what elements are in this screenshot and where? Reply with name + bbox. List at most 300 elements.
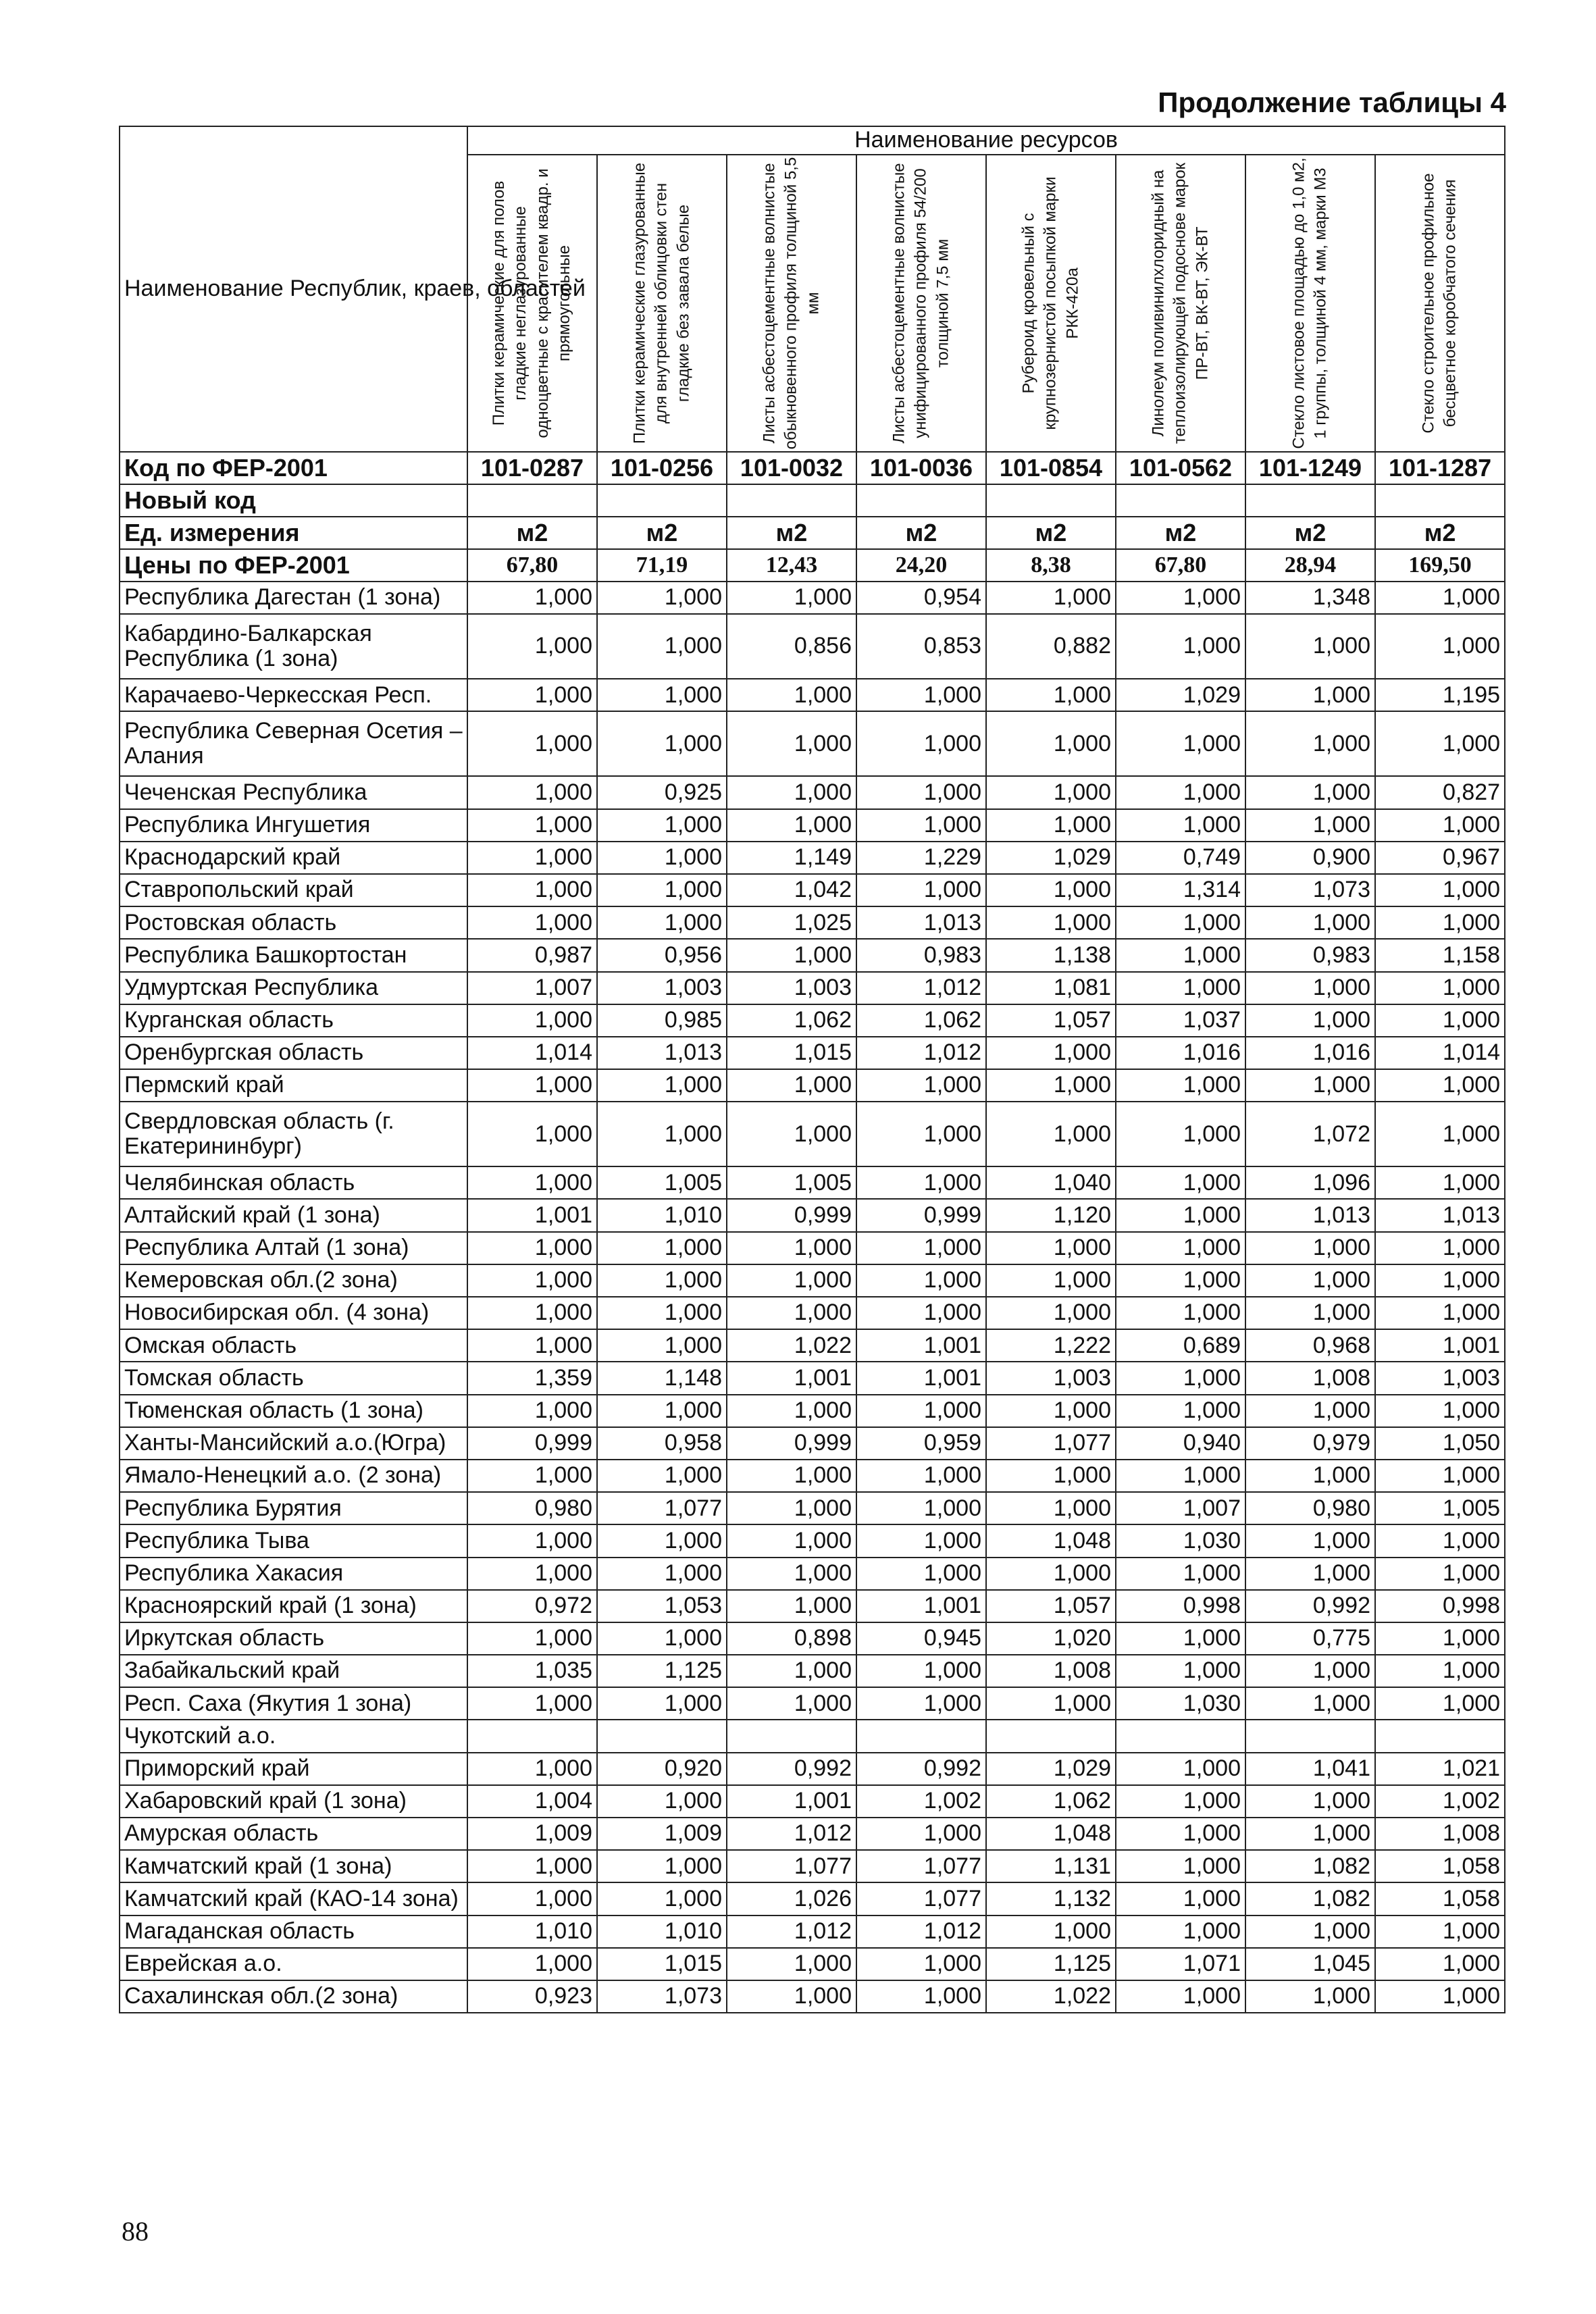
coefficient-cell: 0,689 [1116, 1329, 1245, 1362]
coefficient-cell: 1,014 [1375, 1037, 1505, 1069]
coefficient-cell: 1,000 [1116, 1980, 1245, 2013]
coefficient-cell: 1,000 [986, 1264, 1116, 1297]
coefficient-cell: 1,000 [597, 1882, 727, 1915]
coefficient-cell: 1,000 [467, 1004, 597, 1037]
coefficient-cell: 1,003 [597, 972, 727, 1004]
resource-name-cell [856, 155, 986, 452]
region-row [120, 1916, 1505, 1948]
coefficient-cell: 1,000 [1245, 906, 1375, 939]
region-name: Магаданская область [120, 1916, 467, 1948]
coefficient-cell: 1,001 [467, 1199, 597, 1231]
coefficient-cell [1116, 1720, 1245, 1752]
coefficient-cell: 1,013 [856, 906, 986, 939]
coefficient-cell: 1,000 [1116, 1264, 1245, 1297]
coefficient-cell: 1,000 [856, 1069, 986, 1102]
coefficient-cell: 1,000 [1375, 809, 1505, 842]
price-row [120, 549, 1505, 582]
coefficient-cell: 1,082 [1245, 1850, 1375, 1882]
coefficient-cell: 0,954 [856, 582, 986, 614]
coefficient-cell: 1,000 [1116, 582, 1245, 614]
coefficient-cell: 0,882 [986, 614, 1116, 679]
coefficient-cell: 1,005 [597, 1166, 727, 1199]
coefficient-cell: 0,983 [856, 939, 986, 971]
region-row [120, 1427, 1505, 1460]
resource-name: Линолеум поливинилхлоридный на теплоизолирующей подоснове марок ПР-ВТ, ВК-ВТ, ЭК-ВТ [1149, 162, 1212, 444]
coefficient-cell: 1,000 [1375, 1395, 1505, 1427]
region-name: Амурская область [120, 1818, 467, 1850]
coefficient-cell: 1,010 [467, 1916, 597, 1948]
coefficient-cell: 1,000 [597, 679, 727, 711]
coefficient-cell: 1,000 [1245, 1232, 1375, 1264]
coefficient-cell: 1,081 [986, 972, 1116, 1004]
coefficient-cell: 1,077 [597, 1492, 727, 1524]
region-name: Чукотский а.о. [120, 1720, 467, 1752]
coefficient-cell: 1,000 [856, 1948, 986, 1980]
region-name: Республика Северная Осетия – Алания [120, 711, 467, 776]
region-name: Тюменская область (1 зона) [120, 1395, 467, 1427]
coefficient-cell: 1,000 [1375, 1916, 1505, 1948]
coefficient-cell: 1,000 [467, 1687, 597, 1720]
coefficient-cell: 1,008 [986, 1655, 1116, 1687]
coefficient-cell: 1,071 [1116, 1948, 1245, 1980]
meta-value [856, 484, 986, 517]
coefficient-cell: 1,000 [727, 1102, 856, 1166]
coefficient-cell: 1,000 [1116, 1460, 1245, 1492]
coefficient-cell: 1,096 [1245, 1166, 1375, 1199]
coefficient-cell: 1,040 [986, 1166, 1116, 1199]
coefficient-cell: 1,000 [1245, 1264, 1375, 1297]
coefficient-cell: 1,001 [727, 1362, 856, 1394]
coefficient-cell: 1,020 [986, 1622, 1116, 1655]
coefficient-cell: 1,000 [597, 1102, 727, 1166]
coefficient-cell: 1,000 [986, 776, 1116, 808]
coefficient-cell: 1,010 [597, 1199, 727, 1231]
coefficient-cell: 1,000 [1116, 1395, 1245, 1427]
coefficient-cell: 1,000 [1375, 1655, 1505, 1687]
coefficient-cell: 1,000 [1245, 1069, 1375, 1102]
coefficient-cell: 1,050 [1375, 1427, 1505, 1460]
coefficient-cell: 1,000 [467, 614, 597, 679]
coefficient-cell: 1,000 [1116, 1622, 1245, 1655]
region-name: Кемеровская обл.(2 зона) [120, 1264, 467, 1297]
region-name: Краснодарский край [120, 842, 467, 874]
new-code-row [120, 484, 1505, 517]
coefficient-cell: 1,000 [856, 1460, 986, 1492]
region-name: Карачаево-Черкесская Респ. [120, 679, 467, 711]
region-row [120, 614, 1505, 679]
coefficient-cell: 1,000 [986, 1460, 1116, 1492]
coefficient-cell: 1,000 [597, 711, 727, 776]
region-row [120, 1622, 1505, 1655]
meta-value: 101-0562 [1116, 452, 1245, 484]
coefficient-cell: 1,000 [727, 776, 856, 808]
coefficient-cell: 1,000 [597, 582, 727, 614]
resource-name: Плитки керамические для полов гладкие неглазурованные одноцветные с красителем квадр. и прямоугольные [490, 168, 574, 438]
coefficient-cell: 1,000 [597, 1460, 727, 1492]
region-name: Республика Дагестан (1 зона) [120, 582, 467, 614]
coefficient-cell: 1,000 [856, 809, 986, 842]
coefficient-cell: 1,003 [727, 972, 856, 1004]
region-row [120, 842, 1505, 874]
coefficient-cell: 1,000 [856, 1166, 986, 1199]
meta-value: м2 [1116, 517, 1245, 549]
coefficient-cell: 1,000 [856, 1655, 986, 1687]
coefficient-cell: 1,000 [1245, 1687, 1375, 1720]
coefficient-cell: 1,314 [1116, 874, 1245, 906]
coefficient-cell: 1,000 [1245, 1916, 1375, 1948]
region-row [120, 1818, 1505, 1850]
region-row [120, 1069, 1505, 1102]
region-row [120, 1590, 1505, 1622]
coefficient-cell: 1,000 [597, 1264, 727, 1297]
coefficient-cell: 1,000 [1375, 874, 1505, 906]
coefficient-cell: 1,000 [1116, 614, 1245, 679]
coefficient-cell: 1,000 [727, 1558, 856, 1590]
coefficient-cell: 1,000 [1375, 711, 1505, 776]
table-caption: Продолжение таблицы 4 [1158, 86, 1506, 118]
coefficient-cell: 0,999 [727, 1199, 856, 1231]
region-row [120, 776, 1505, 808]
coefficient-cell: 1,000 [467, 1850, 597, 1882]
coefficient-cell: 0,983 [1245, 939, 1375, 971]
meta-value: 8,38 [986, 549, 1116, 582]
row-label: Код по ФЕР-2001 [120, 452, 467, 484]
row-label: Ед. измерения [120, 517, 467, 549]
region-name: Республика Алтай (1 зона) [120, 1232, 467, 1264]
resource-name-cell [1245, 155, 1375, 452]
coefficient-cell: 1,000 [597, 1687, 727, 1720]
region-name: Пермский край [120, 1069, 467, 1102]
region-row [120, 939, 1505, 971]
coefficient-cell: 1,148 [597, 1362, 727, 1394]
coefficient-cell [1375, 1720, 1505, 1752]
fer-code-row [120, 452, 1505, 484]
coefficient-cell: 1,000 [467, 679, 597, 711]
coefficient-cell: 1,000 [1116, 1916, 1245, 1948]
coefficient-cell: 1,000 [597, 906, 727, 939]
region-row [120, 972, 1505, 1004]
region-name: Омская область [120, 1329, 467, 1362]
coefficient-cell: 1,000 [1116, 1558, 1245, 1590]
coefficient-cell: 1,001 [856, 1329, 986, 1362]
meta-value: м2 [597, 517, 727, 549]
coefficient-cell: 1,132 [986, 1882, 1116, 1915]
region-name: Новосибирская обл. (4 зона) [120, 1297, 467, 1329]
coefficient-cell: 1,120 [986, 1199, 1116, 1231]
coefficient-cell: 1,009 [467, 1818, 597, 1850]
coefficient-cell: 1,000 [467, 1753, 597, 1785]
meta-value [1245, 484, 1375, 517]
coefficient-cell: 1,000 [856, 1102, 986, 1166]
coefficient-cell: 1,077 [856, 1850, 986, 1882]
coefficient-cell: 1,012 [856, 972, 986, 1004]
coefficient-cell: 1,000 [1245, 1395, 1375, 1427]
region-name: Челябинская область [120, 1166, 467, 1199]
coefficient-cell [986, 1720, 1116, 1752]
coefficient-cell: 1,000 [856, 1264, 986, 1297]
coefficient-cell: 1,000 [1375, 1622, 1505, 1655]
coefficient-cell: 1,000 [1116, 1069, 1245, 1102]
coefficient-cell: 1,000 [1375, 1166, 1505, 1199]
coefficient-cell: 1,000 [1375, 1069, 1505, 1102]
coefficient-cell: 1,041 [1245, 1753, 1375, 1785]
resource-name-cell [727, 155, 856, 452]
meta-value: 67,80 [1116, 549, 1245, 582]
coefficient-cell: 0,992 [727, 1753, 856, 1785]
coefficient-cell: 0,749 [1116, 842, 1245, 874]
resource-name: Стекло строительное профильное бесцветное коробчатого сечения [1419, 173, 1460, 434]
meta-value: м2 [856, 517, 986, 549]
coefficient-cell: 1,000 [1375, 972, 1505, 1004]
meta-value: 101-0256 [597, 452, 727, 484]
coefficient-cell: 1,013 [597, 1037, 727, 1069]
coefficient-cell: 1,000 [727, 1297, 856, 1329]
coefficient-cell: 0,998 [1375, 1590, 1505, 1622]
region-row [120, 1297, 1505, 1329]
region-row [120, 874, 1505, 906]
meta-value [1116, 484, 1245, 517]
coefficient-cell: 1,029 [986, 1753, 1116, 1785]
coefficient-cell: 1,013 [1375, 1199, 1505, 1231]
coefficient-cell: 1,000 [467, 1460, 597, 1492]
region-name: Оренбургская область [120, 1037, 467, 1069]
coefficient-cell: 1,012 [856, 1037, 986, 1069]
coefficient-cell: 1,000 [467, 1395, 597, 1427]
coefficient-cell: 1,000 [1116, 1297, 1245, 1329]
coefficient-cell: 1,000 [1375, 582, 1505, 614]
coefficient-cell: 1,000 [467, 1622, 597, 1655]
coefficient-cell: 1,000 [597, 1785, 727, 1818]
coefficient-cell: 1,000 [1245, 711, 1375, 776]
coefficient-cell: 1,000 [727, 1980, 856, 2013]
coefficient-cell: 1,000 [727, 1687, 856, 1720]
region-row [120, 1558, 1505, 1590]
region-name: Республика Башкортостан [120, 939, 467, 971]
coefficient-cell: 1,000 [467, 1558, 597, 1590]
coefficient-cell: 0,925 [597, 776, 727, 808]
coefficient-cell: 1,131 [986, 1850, 1116, 1882]
coefficient-cell: 1,012 [727, 1818, 856, 1850]
coefficient-cell: 1,000 [727, 1524, 856, 1557]
page-number: 88 [122, 2216, 149, 2246]
coefficient-cell: 1,008 [1245, 1362, 1375, 1394]
region-row [120, 1785, 1505, 1818]
region-name: Сахалинская обл.(2 зона) [120, 1980, 467, 2013]
region-name: Ростовская область [120, 906, 467, 939]
coefficient-cell: 1,029 [986, 842, 1116, 874]
coefficient-cell: 0,999 [727, 1427, 856, 1460]
coefficient-cell: 1,000 [1116, 1785, 1245, 1818]
coefficient-cell: 0,898 [727, 1622, 856, 1655]
region-name: Курганская область [120, 1004, 467, 1037]
coefficient-cell: 1,000 [467, 874, 597, 906]
region-row [120, 1460, 1505, 1492]
coefficient-cell: 1,000 [727, 1069, 856, 1102]
region-row [120, 1524, 1505, 1557]
coefficient-cell: 1,000 [986, 1069, 1116, 1102]
coefficient-cell: 1,195 [1375, 679, 1505, 711]
meta-value: 24,20 [856, 549, 986, 582]
coefficient-cell: 1,000 [986, 1558, 1116, 1590]
region-row [120, 906, 1505, 939]
coefficient-cell: 1,077 [727, 1850, 856, 1882]
resource-name: Плитки керамические глазурованные для внутренней облицовки стен гладкие без завала белые [630, 162, 693, 444]
coefficient-cell: 1,000 [986, 679, 1116, 711]
coefficient-cell: 1,000 [986, 1687, 1116, 1720]
coefficient-cell: 1,057 [986, 1004, 1116, 1037]
meta-value: м2 [1375, 517, 1505, 549]
coefficient-cell: 1,000 [856, 1558, 986, 1590]
coefficient-cell: 1,000 [1245, 1785, 1375, 1818]
region-column-header: Наименование Республик, краев, областей [120, 126, 467, 452]
coefficient-cell: 1,000 [1116, 711, 1245, 776]
coefficient-cell: 0,999 [856, 1199, 986, 1231]
region-name: Забайкальский край [120, 1655, 467, 1687]
region-row [120, 1655, 1505, 1687]
coefficient-cell: 1,000 [986, 1916, 1116, 1948]
region-name: Свердловская область (г. Екатерининбург) [120, 1102, 467, 1166]
meta-value: м2 [1245, 517, 1375, 549]
meta-value: 169,50 [1375, 549, 1505, 582]
coefficient-cell: 1,000 [467, 1882, 597, 1915]
coefficient-cell: 1,000 [1375, 1297, 1505, 1329]
coefficient-cell: 1,000 [1375, 614, 1505, 679]
coefficient-cell: 1,002 [856, 1785, 986, 1818]
resource-name: Листы асбестоцементные волнистые обыкновенного профиля толщиной 5,5 мм [760, 157, 823, 450]
region-row [120, 1102, 1505, 1166]
coefficient-cell: 1,042 [727, 874, 856, 906]
coefficient-cell: 1,000 [986, 1297, 1116, 1329]
meta-value [597, 484, 727, 517]
coefficient-cell: 1,000 [1245, 1524, 1375, 1557]
coefficient-cell: 1,000 [1245, 679, 1375, 711]
coefficient-cell: 1,000 [986, 1395, 1116, 1427]
coefficient-cell: 1,037 [1116, 1004, 1245, 1037]
coefficient-cell: 1,125 [986, 1948, 1116, 1980]
coefficient-cell: 1,015 [727, 1037, 856, 1069]
region-name: Ханты-Мансийский а.о.(Югра) [120, 1427, 467, 1460]
coefficient-cell: 1,000 [856, 1492, 986, 1524]
coefficient-cell: 0,999 [467, 1427, 597, 1460]
resource-name-cell [1375, 155, 1505, 452]
region-name: Кабардино-Балкарская Республика (1 зона) [120, 614, 467, 679]
region-row [120, 1395, 1505, 1427]
meta-value: 101-1287 [1375, 452, 1505, 484]
coefficient-cell: 1,000 [597, 842, 727, 874]
coefficient-cell: 1,012 [727, 1916, 856, 1948]
coefficient-cell: 1,149 [727, 842, 856, 874]
coefficient-cell: 0,945 [856, 1622, 986, 1655]
coefficient-cell: 1,125 [597, 1655, 727, 1687]
coefficient-cell: 1,001 [856, 1590, 986, 1622]
coefficient-cell: 1,000 [727, 939, 856, 971]
coefficient-cell: 1,026 [727, 1882, 856, 1915]
coefficient-cell: 1,062 [986, 1785, 1116, 1818]
region-row [120, 1166, 1505, 1199]
coefficient-cell: 0,980 [467, 1492, 597, 1524]
region-name: Удмуртская Республика [120, 972, 467, 1004]
meta-value [986, 484, 1116, 517]
coefficient-cell: 1,000 [467, 1948, 597, 1980]
coefficient-cell: 1,000 [597, 1558, 727, 1590]
coefficient-cell: 1,000 [727, 1492, 856, 1524]
coefficient-cell: 1,000 [597, 1850, 727, 1882]
coefficient-cell: 1,000 [986, 1492, 1116, 1524]
row-label: Новый код [120, 484, 467, 517]
region-name: Республика Хакасия [120, 1558, 467, 1590]
coefficient-cell: 1,000 [727, 1264, 856, 1297]
coefficient-cell: 0,856 [727, 614, 856, 679]
coefficient-cell: 1,000 [856, 679, 986, 711]
coefficient-cell: 1,000 [856, 1524, 986, 1557]
region-name: Ямало-Ненецкий а.о. (2 зона) [120, 1460, 467, 1492]
coefficient-cell: 0,959 [856, 1427, 986, 1460]
meta-value: 101-0854 [986, 452, 1116, 484]
resources-header: Наименование ресурсов [467, 126, 1505, 155]
coefficient-cell: 1,000 [856, 1980, 986, 2013]
coefficient-cell: 1,016 [1116, 1037, 1245, 1069]
coefficient-cell: 1,003 [1375, 1362, 1505, 1394]
coefficient-cell: 0,920 [597, 1753, 727, 1785]
meta-value: 101-0036 [856, 452, 986, 484]
coefficient-cell: 1,000 [597, 1329, 727, 1362]
coefficient-cell: 1,222 [986, 1329, 1116, 1362]
coefficient-cell: 1,000 [856, 1232, 986, 1264]
coefficient-cell: 1,022 [727, 1329, 856, 1362]
coefficient-cell: 1,014 [467, 1037, 597, 1069]
coefficient-cell: 1,029 [1116, 679, 1245, 711]
region-row [120, 1753, 1505, 1785]
coefficient-cell: 1,053 [597, 1590, 727, 1622]
resource-name: Листы асбестоцементные волнистые унифицированного профиля 54/200 толщиной 7,5 мм [890, 163, 952, 444]
coefficient-cell: 1,015 [597, 1948, 727, 1980]
coefficient-cell: 0,853 [856, 614, 986, 679]
coefficient-cell: 1,058 [1375, 1882, 1505, 1915]
row-label: Цены по ФЕР-2001 [120, 549, 467, 582]
coefficient-cell: 1,057 [986, 1590, 1116, 1622]
coefficient-cell: 1,000 [467, 582, 597, 614]
coefficient-cell: 1,022 [986, 1980, 1116, 2013]
coefficient-cell: 1,000 [1245, 1558, 1375, 1590]
coefficient-cell: 1,045 [1245, 1948, 1375, 1980]
coefficient-cell: 1,000 [1116, 1102, 1245, 1166]
coefficient-cell: 1,000 [856, 874, 986, 906]
meta-value: 71,19 [597, 549, 727, 582]
coefficient-cell: 1,062 [727, 1004, 856, 1037]
region-row [120, 1882, 1505, 1915]
coefficient-cell: 1,000 [727, 1590, 856, 1622]
meta-value: 28,94 [1245, 549, 1375, 582]
coefficient-cell: 1,000 [467, 1102, 597, 1166]
coefficient-cell: 1,000 [727, 1655, 856, 1687]
region-name: Приморский край [120, 1753, 467, 1785]
coefficient-cell: 1,000 [597, 614, 727, 679]
coefficient-cell: 1,000 [1116, 776, 1245, 808]
coefficient-cell: 1,000 [727, 1460, 856, 1492]
region-row [120, 1232, 1505, 1264]
coefficient-cell: 1,001 [1375, 1329, 1505, 1362]
coefficient-cell: 0,940 [1116, 1427, 1245, 1460]
coefficient-cell: 1,000 [727, 1395, 856, 1427]
region-name: Красноярский край (1 зона) [120, 1590, 467, 1622]
coefficient-cell: 1,000 [597, 1395, 727, 1427]
coefficient-cell: 1,000 [467, 1069, 597, 1102]
resource-name-cell [1116, 155, 1245, 452]
coefficient-cell: 1,229 [856, 842, 986, 874]
coefficient-cell: 1,000 [727, 582, 856, 614]
coefficient-cell: 1,000 [597, 1069, 727, 1102]
coefficient-cell: 0,827 [1375, 776, 1505, 808]
